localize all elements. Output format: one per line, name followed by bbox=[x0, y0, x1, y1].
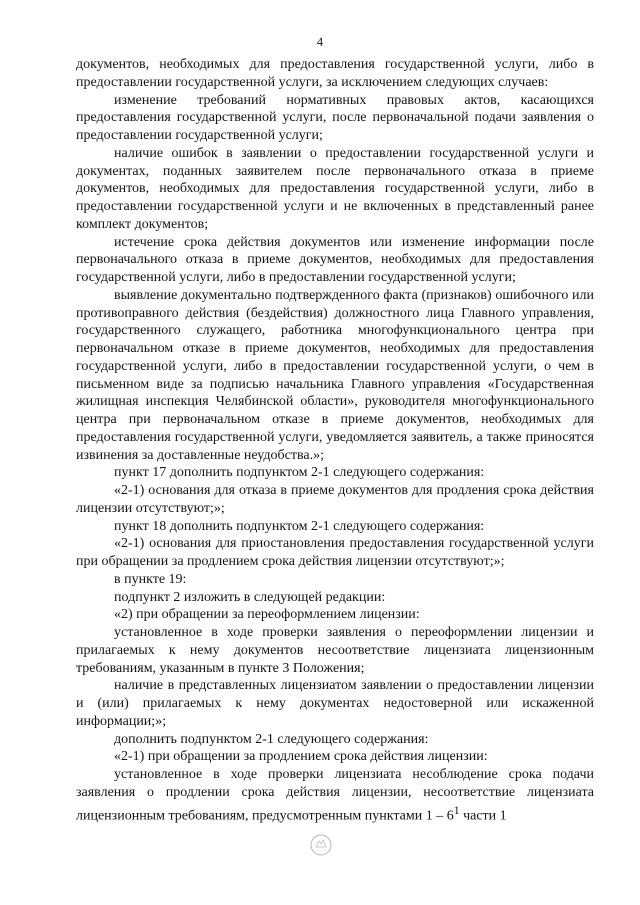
stamp-mark-icon bbox=[308, 832, 334, 858]
superscript-one: 1 bbox=[453, 803, 460, 817]
document-body bbox=[76, 56, 594, 825]
page-number: 4 bbox=[316, 35, 324, 49]
paragraph-subitem-2-text: «2) при обращении за переоформлением лицензии: bbox=[114, 607, 420, 623]
paragraph-exception-errors: наличие ошибок в заявлении о предоставлении государственной услуги и документах, поданных заявителем после первоначального отказа в приеме документов, необходимых для предоставления государственной услуги, либо в предоставлении государственной услуги и не включенных в представленный ранее комплект документов; bbox=[76, 145, 594, 232]
paragraph-extension-text: установленное в ходе проверки лицензиата несоблюдение срока подачи заявления о продлении срока действия лицензии, несоответствие лицензиата лицензионным требованиям, предусмотренным пунктами 1 – 6 bbox=[76, 767, 594, 824]
paragraph-add-subitem-2-1: дополнить подпунктом 2-1 следующего содержания: bbox=[114, 731, 429, 747]
paragraph-item-17: пункт 17 дополнить подпунктом 2-1 следующего содержания: bbox=[114, 465, 485, 481]
paragraph-item-19: в пункте 19: bbox=[114, 571, 187, 587]
paragraph-false-information: наличие в представленных лицензиатом заявлении о предоставлении лицензии и (или) прилагаемых к нему документах недостоверной или искаженной информации;»; bbox=[76, 678, 594, 729]
paragraph-item-18: пункт 18 дополнить подпунктом 2-1 следующего содержания: bbox=[114, 518, 485, 534]
paragraph-exception-law-change: изменение требований нормативных правовых актов, касающихся предоставления государственной услуги, после первоначальной подачи заявления о предоставлении государственной услуги; bbox=[76, 92, 594, 143]
paragraph-extension-tail: части 1 bbox=[463, 808, 507, 824]
paragraph-subitem-2-1-text: «2-1) при обращении за продлением срока действия лицензии: bbox=[114, 749, 488, 765]
paragraph-item-18-text: «2-1) основания для приостановления предоставления государственной услуги при обращении за продлением срока действия лицензии отсутствуют;»; bbox=[76, 536, 594, 569]
paragraph-noncompliance: установленное в ходе проверки заявления о переоформлении лицензии и прилагаемых к нему документов несоответствие лицензиата лицензионным требованиям, указанным в пункте 3 Положения; bbox=[76, 625, 594, 676]
paragraph-exception-misconduct: выявление документально подтвержденного факта (признаков) ошибочного или противоправного действия (бездействия) должностного лица Главного управления, государственного служащего, работника многофункционального центра при первоначальном отказе в приеме документов, необходимых для предоставления государственной услуги, либо в предоставлении государственной услуги, о чем в письменном виде за подписью начальника Главного управления «Государственная жилищная инспекция Челябинской области», руководителя многофункционального центра при первоначальном отказе в приеме документов, необходимых для предоставления государственной услуги, уведомляется заявитель, а также приносятся извинения за доставленные неудобства.»; bbox=[76, 287, 594, 463]
paragraph-continuation: документов, необходимых для предоставления государственной услуги, либо в предоставлении государственной услуги, за исключением следующих случаев: bbox=[76, 57, 594, 90]
paragraph-extension-check bbox=[76, 766, 594, 825]
paragraph-item-17-text: «2-1) основания для отказа в приеме документов для продления срока действия лицензии отсутствуют;»; bbox=[76, 483, 594, 516]
paragraph-exception-expiry: истечение срока действия документов или изменение информации после первоначального отказа в приеме документов, необходимых для предоставления государственной услуги, либо в предоставлении государственной услуги; bbox=[76, 234, 594, 285]
paragraph-subitem-2: подпункт 2 изложить в следующей редакции: bbox=[114, 589, 386, 605]
